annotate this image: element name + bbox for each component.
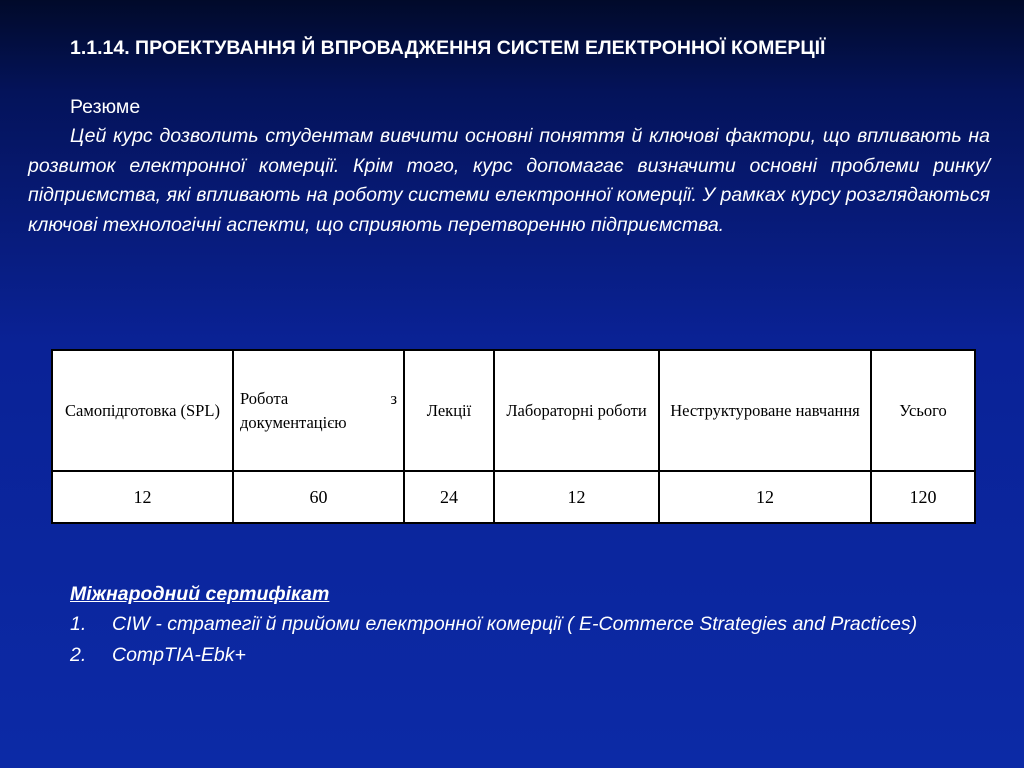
header-unstructured-learning: Неструктуроване навчання — [659, 350, 871, 471]
list-item-text: CompTIA-Ebk+ — [112, 644, 246, 666]
header-self-study: Самопідготовка (SPL) — [52, 350, 233, 471]
list-item-number: 1. — [70, 613, 87, 635]
value-lab-works: 12 — [494, 471, 659, 523]
value-unstructured-learning: 12 — [659, 471, 871, 523]
value-total: 120 — [871, 471, 975, 523]
list-item-text: CIW - стратегії й прийоми електронної комерції ( E-Commerce Strategies and Practices) — [112, 613, 918, 635]
value-self-study: 12 — [52, 471, 233, 523]
header-lab-works: Лабораторні роботи — [494, 350, 659, 471]
resume-label: Резюме — [70, 96, 141, 118]
header-total: Усього — [871, 350, 975, 471]
hours-table — [51, 349, 976, 524]
table-values-row — [52, 471, 975, 523]
header-lectures: Лекції — [404, 350, 494, 471]
value-lectures: 24 — [404, 471, 494, 523]
certificate-title: Міжнародний сертифікат — [70, 583, 330, 605]
header-documentation-work: Робота з документацією — [233, 350, 404, 471]
course-summary: Цей курс дозволить студентам вивчити основні поняття й ключові фактори, що впливають на розвиток електронної комерції. Крім того, курс допомагає визначити основні проблеми ринку/підприємства, які впливають на роботу системи електронної комерції. У рамках курсу розглядаються ключові технологічні аспекти, що сприяють перетворенню підприємства. — [28, 125, 990, 236]
table-header-row — [52, 350, 975, 471]
section-heading: 1.1.14. ПРОЕКТУВАННЯ Й ВПРОВАДЖЕННЯ СИСТЕМ ЕЛЕКТРОННОЇ КОМЕРЦІЇ — [70, 37, 826, 59]
certificate-list — [70, 609, 950, 671]
list-item — [70, 609, 950, 640]
list-item — [70, 640, 950, 671]
value-documentation-work: 60 — [233, 471, 404, 523]
list-item-number: 2. — [70, 644, 87, 666]
